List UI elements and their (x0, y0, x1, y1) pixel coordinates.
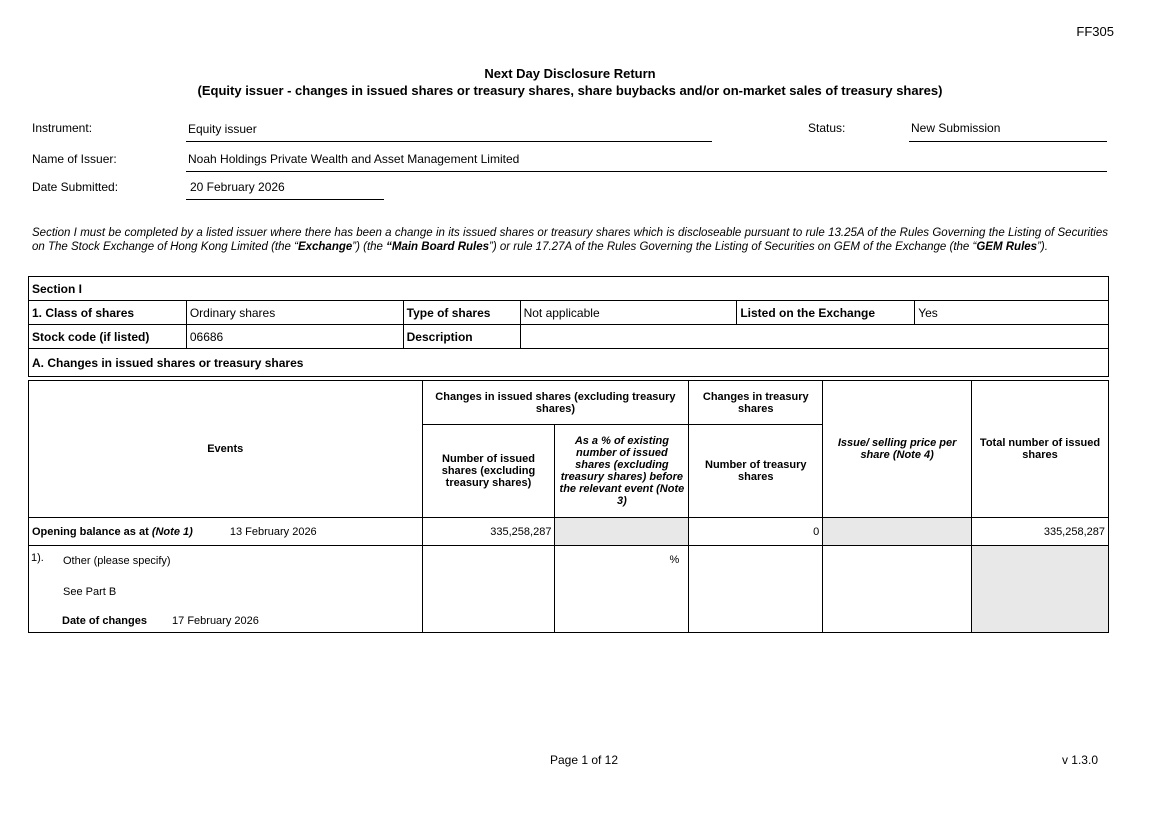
listed-label: Listed on the Exchange (737, 301, 915, 325)
status-value: New Submission (911, 121, 1001, 135)
date-value: 20 February 2026 (190, 180, 285, 194)
num-issued-header: Number of issued shares (excluding treasury shares) (422, 425, 555, 518)
issuer-label: Name of Issuer: (32, 152, 117, 166)
listed-value: Yes (915, 301, 1109, 325)
page-title: Next Day Disclosure Return (484, 66, 656, 81)
event-1-type: Other (please specify) (63, 555, 171, 567)
event-1-issued (422, 546, 555, 633)
event-1-price (823, 546, 972, 633)
instrument-label: Instrument: (32, 121, 93, 135)
event-1-pct: % (555, 546, 689, 633)
event-1-cell (29, 546, 423, 633)
status-underline (909, 140, 1107, 142)
event-1-treasury (689, 546, 823, 633)
opening-total: 335,258,287 (972, 518, 1109, 546)
changes-issued-header: Changes in issued shares (excluding treasury shares) (422, 381, 689, 425)
pct-existing-header: As a % of existing number of issued shares (excluding treasury shares) before the relevant event (Note 3) (555, 425, 689, 518)
opening-date: 13 February 2026 (229, 525, 317, 538)
section-title: Section I (29, 277, 1109, 301)
description-value (520, 325, 1108, 349)
changes-table (28, 380, 1109, 633)
part-a-title: A. Changes in issued shares or treasury shares (29, 349, 1109, 377)
status-label: Status: (808, 121, 846, 135)
opening-treasury: 0 (689, 518, 823, 546)
class-of-shares-label: 1. Class of shares (29, 301, 187, 325)
date-label: Date Submitted: (32, 180, 119, 194)
changes-treasury-header: Changes in treasury shares (689, 381, 823, 425)
date-underline (186, 198, 384, 200)
section-instructions: Section I must be completed by a listed issuer where there has been a change in its issued shares or treasury shares which is discloseable pursuant to rule 13.25A of the Rules Governing the Listing of Securities on The Stock Exchange of Hong Kong Limited (the “Exchange”) (the “Main Board Rules”) or rule 17.27A of the Rules Governing the Listing of Securities on GEM of the Exchange (the “GEM Rules”). (32, 227, 1108, 253)
type-of-shares-value: Not applicable (520, 301, 737, 325)
opening-price-blank (823, 518, 972, 546)
stock-code-value: 06686 (186, 325, 403, 349)
page-subtitle: (Equity issuer - changes in issued shares or treasury shares, share buybacks and/or on-market sales of treasury shares) (197, 83, 943, 98)
event-1-total-blank (972, 546, 1109, 633)
type-of-shares-label: Type of shares (403, 301, 520, 325)
instrument-value: Equity issuer (188, 122, 257, 136)
event-1-number: 1). (31, 552, 44, 564)
stock-code-label: Stock code (if listed) (29, 325, 187, 349)
issuer-value: Noah Holdings Private Wealth and Asset Management Limited (188, 152, 520, 166)
opening-pct-blank (555, 518, 689, 546)
event-1-see: See Part B (63, 586, 117, 598)
page-number: Page 1 of 12 (549, 753, 619, 767)
opening-issued: 335,258,287 (422, 518, 555, 546)
issuer-underline (186, 170, 1107, 172)
event-1-date-label: Date of changes (62, 615, 147, 627)
num-treasury-header: Number of treasury shares (689, 425, 823, 518)
instrument-underline (186, 140, 712, 142)
description-label: Description (403, 325, 520, 349)
class-of-shares-value: Ordinary shares (186, 301, 403, 325)
event-1-date: 17 February 2026 (172, 615, 259, 627)
version: v 1.3.0 (1061, 753, 1098, 767)
opening-balance-cell: Opening balance as at (Note 1) 13 February 2026 (29, 518, 423, 546)
total-header: Total number of issued shares (972, 381, 1109, 518)
events-header: Events (29, 381, 423, 518)
form-code: FF305 (1076, 24, 1114, 39)
section-i-table (28, 276, 1109, 377)
price-header: Issue/ selling price per share (Note 4) (823, 381, 972, 518)
